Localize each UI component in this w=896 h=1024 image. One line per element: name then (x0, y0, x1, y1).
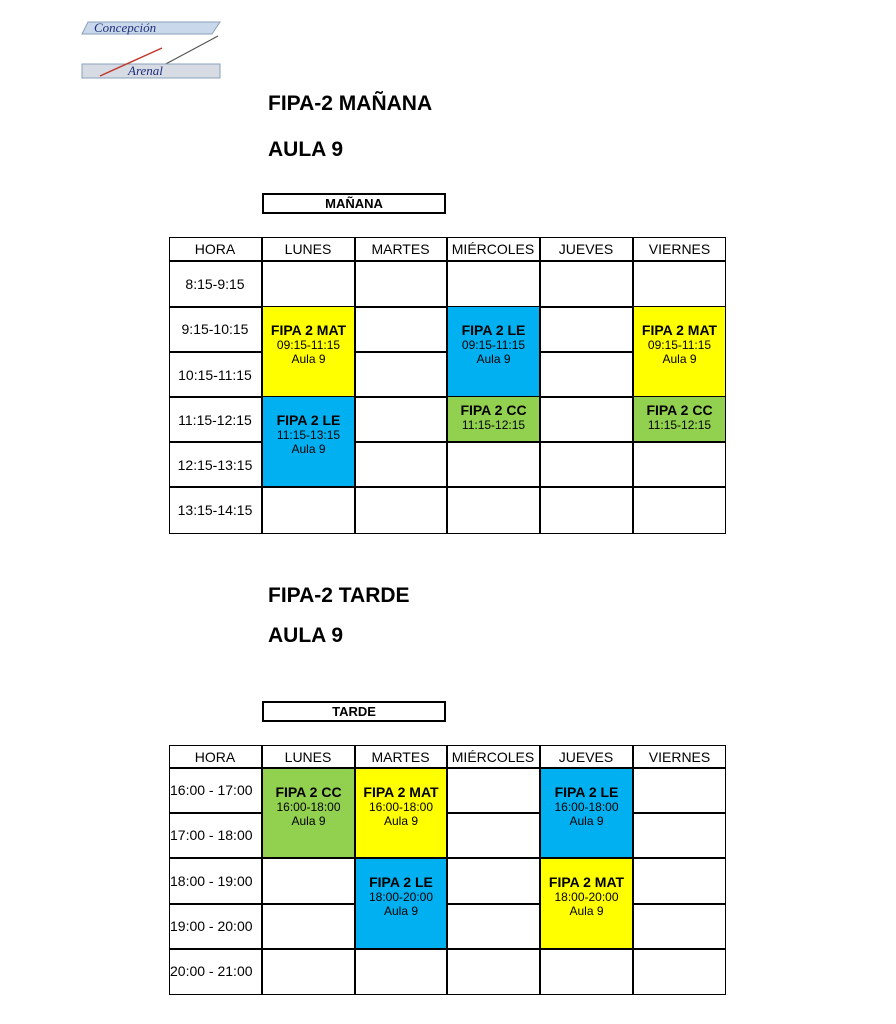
header-jueves: JUEVES (558, 241, 614, 257)
class-block[interactable] (541, 769, 632, 857)
morning-title: FIPA-2 MAÑANA (268, 92, 433, 115)
class-block[interactable] (448, 397, 539, 441)
class-room: Aula 9 (291, 352, 326, 366)
afternoon-room: AULA 9 (268, 624, 344, 647)
class-title: FIPA 2 LE (369, 874, 433, 890)
header-hora: HORA (194, 241, 236, 257)
class-block[interactable] (448, 307, 539, 396)
class-block[interactable] (263, 307, 354, 396)
class-time: 11:15-12:15 (647, 418, 712, 432)
class-title: FIPA 2 MAT (270, 322, 347, 338)
morning-room: AULA 9 (268, 138, 344, 161)
class-title: FIPA 2 LE (276, 412, 341, 428)
class-time: 16:00-18:00 (554, 800, 619, 814)
header-jueves: JUEVES (558, 749, 614, 765)
class-title: FIPA 2 MAT (641, 322, 718, 338)
afternoon-section-label: TARDE (262, 701, 446, 722)
class-time: 09:15-11:15 (461, 338, 526, 352)
hour-label: 19:00 - 20:00 (170, 918, 253, 934)
class-room: Aula 9 (662, 352, 697, 366)
hour-label: 17:00 - 18:00 (170, 827, 253, 843)
class-title: FIPA 2 CC (275, 784, 342, 800)
hour-label: 8:15-9:15 (185, 276, 245, 292)
class-block[interactable] (356, 769, 446, 857)
logo-text-bottom: Arenal (128, 63, 163, 78)
header-miercoles: MIÉRCOLES (451, 749, 535, 765)
class-room: Aula 9 (291, 442, 326, 456)
header-viernes: VIERNES (648, 241, 711, 257)
class-time: 11:15-12:15 (461, 418, 526, 432)
hour-label: 9:15-10:15 (181, 321, 249, 337)
header-martes: MARTES (371, 749, 430, 765)
class-title: FIPA 2 CC (646, 402, 713, 418)
class-title: FIPA 2 CC (460, 402, 527, 418)
class-time: 09:15-11:15 (647, 338, 712, 352)
afternoon-title: FIPA-2 TARDE (268, 584, 410, 607)
class-title: FIPA 2 LE (461, 322, 526, 338)
hour-label: 10:15-11:15 (178, 367, 252, 383)
class-title: FIPA 2 MAT (363, 784, 439, 800)
header-viernes: VIERNES (648, 749, 711, 765)
class-title: FIPA 2 MAT (548, 874, 625, 890)
class-room: Aula 9 (476, 352, 511, 366)
class-block[interactable] (356, 859, 446, 948)
class-room: Aula 9 (569, 814, 604, 828)
class-block[interactable] (263, 397, 354, 486)
class-block[interactable] (634, 307, 725, 396)
class-room: Aula 9 (291, 814, 326, 828)
header-martes: MARTES (371, 241, 430, 257)
class-time: 16:00-18:00 (368, 800, 434, 814)
class-title: FIPA 2 LE (554, 784, 619, 800)
hour-label: 20:00 - 21:00 (170, 963, 253, 979)
header-hora: HORA (194, 749, 236, 765)
class-room: Aula 9 (383, 814, 419, 828)
class-time: 18:00-20:00 (368, 890, 434, 904)
class-room: Aula 9 (569, 904, 604, 918)
logo-text-top: Concepción (94, 20, 157, 35)
class-time: 16:00-18:00 (276, 800, 341, 814)
class-time: 18:00-20:00 (554, 890, 619, 904)
hour-label: 11:15-12:15 (178, 412, 252, 428)
hour-label: 12:15-13:15 (177, 457, 253, 473)
header-lunes: LUNES (284, 749, 332, 765)
header-miercoles: MIÉRCOLES (451, 241, 535, 257)
hour-label: 18:00 - 19:00 (170, 873, 253, 889)
class-room: Aula 9 (383, 904, 419, 918)
header-lunes: LUNES (284, 241, 332, 257)
hour-label: 13:15-14:15 (177, 502, 253, 518)
class-block[interactable] (263, 769, 354, 857)
hour-label: 16:00 - 17:00 (170, 782, 253, 798)
school-logo (80, 18, 225, 80)
class-time: 11:15-13:15 (276, 428, 341, 442)
class-block[interactable] (541, 859, 632, 948)
morning-section-label: MAÑANA (262, 193, 446, 214)
class-time: 09:15-11:15 (276, 338, 341, 352)
class-block[interactable] (634, 397, 725, 441)
